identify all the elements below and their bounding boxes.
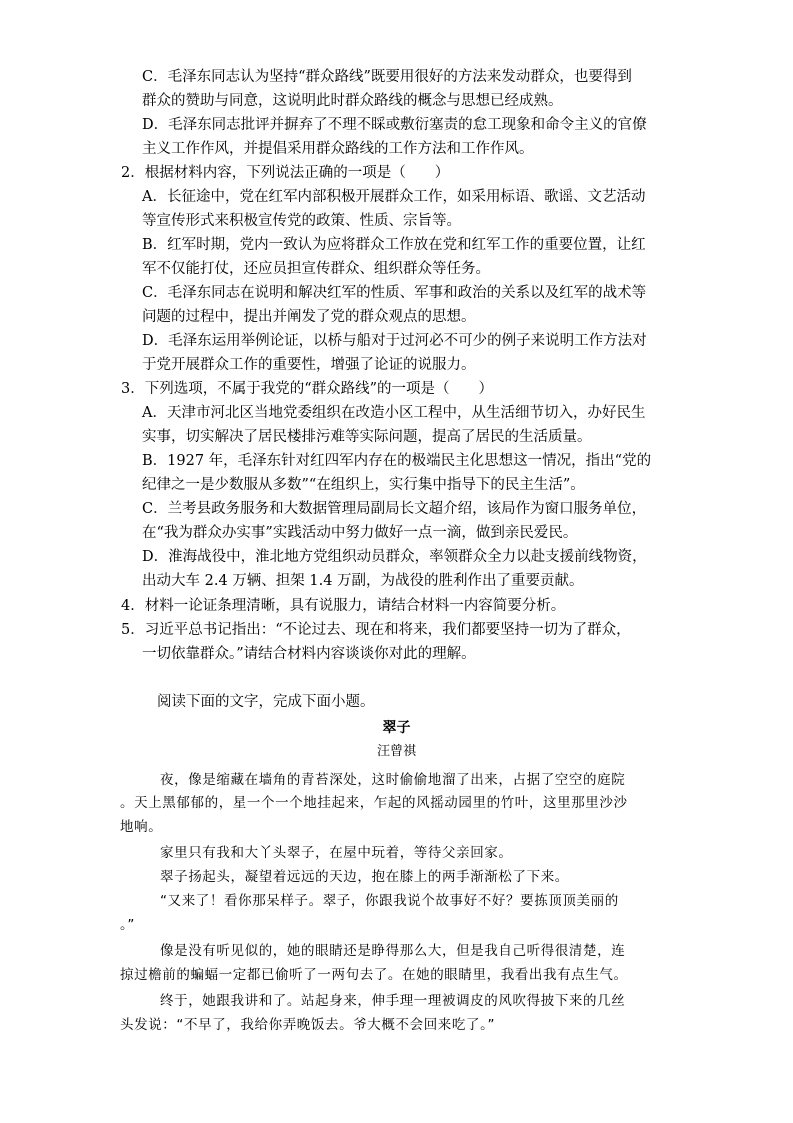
story-title: 翠子 <box>382 720 411 736</box>
q1-option-c-line2: 群众的赞助与同意，这说明此时群众路线的概念与思想已经成熟。 <box>142 93 563 109</box>
q5-stem-line2: 一切依靠群众。”请结合材料内容谈谈你对此的理解。 <box>142 646 476 662</box>
q2-stem: 2．根据材料内容，下列说法正确的一项是（ ） <box>121 165 450 181</box>
q2-option-c-line1: C．毛泽东同志在说明和解决红军的性质、军事和政治的关系以及红军的战术等 <box>142 285 647 301</box>
q2-option-c-line2: 问题的过程中，提出并阐发了党的群众观点的思想。 <box>142 309 476 325</box>
q3-option-b-line1: B．1927 年，毛泽东针对红四军内存在的极端民主化思想这一情况，指出“党的 <box>142 453 652 469</box>
q2-option-b-line1: B．红军时期，党内一致认为应将群众工作放在党和红军工作的重要位置，让红 <box>142 237 646 253</box>
q3-option-d-line2: 出动大车 2.4 万辆、担架 1.4 万副，为战役的胜利作出了重要贡献。 <box>142 573 584 589</box>
q2-option-d-line2: 于党开展群众工作的重要性，增强了论证的说服力。 <box>142 357 476 373</box>
q1-option-d-line2: 主义工作作风，并提倡采用群众路线的工作方法和工作作风。 <box>142 141 534 157</box>
q2-option-b-line2: 军不仅能打仗，还应员担宣传群众、组织群众等任务。 <box>142 261 490 277</box>
q3-option-b-line2: 纪律之一是少数服从多数”“在组织上，实行集中指导下的民主生活”。 <box>142 477 585 493</box>
q5-stem-line1: 5．习近平总书记指出：“不论过去、现在和将来，我们都要坚持一切为了群众， <box>121 622 631 638</box>
reading-instruction: 阅读下面的文字，完成下面小题。 <box>157 694 375 710</box>
q2-option-d-line1: D．毛泽东运用举例论证，以桥与船对于过河必不可少的例子来说明工作方法对 <box>142 333 647 349</box>
story-line: 地响。 <box>120 819 163 835</box>
story-line: 头发说：“不早了，我给你弄晚饭去。爷大概不会回来吃了。” <box>120 1017 496 1033</box>
story-line: 夜，像是缩藏在墙角的青苔深处，这时偷偷地溜了出来，占据了空空的庭院 <box>160 772 626 788</box>
q3-option-c-line2: 在“我为群众办实事”实践活动中努力做好一点一滴，做到亲民爱民。 <box>142 525 578 541</box>
q3-option-a-line2: 实事，切实解决了居民楼排污难等实际问题，提高了居民的生活质量。 <box>142 429 592 445</box>
story-author: 汪曾祺 <box>376 744 416 759</box>
story-line: “又来了！看你那呆样子。翠子，你跟我说个故事好不好？要拣顶顶美丽的 <box>160 893 619 909</box>
q1-option-d-line1: D．毛泽东同志批评并摒弃了不理不睬或敷衍塞责的怠工现象和命令主义的官僚 <box>142 117 647 133</box>
story-line: 。天上黑郁郁的，星一个一个地挂起来，乍起的风摇动园里的竹叶，这里那里沙沙 <box>120 795 628 811</box>
q2-option-a-line2: 等宣传形式来积极宣传党的政策、性质、宗旨等。 <box>142 213 461 229</box>
q3-option-a-line1: A．天津市河北区当地党委组织在改造小区工程中，从生活细节切入，办好民生 <box>142 405 646 421</box>
q1-option-c-line1: C．毛泽东同志认为坚持“群众路线”既要用很好的方法来发动群众，也要得到 <box>142 69 632 85</box>
story-line: 家里只有我和大丫头翠子，在屋中玩着，等待父亲回家。 <box>160 845 513 861</box>
q3-option-c-line1: C．兰考县政务服务和大数据管理局副局长文超介绍，该局作为窗口服务单位， <box>142 501 647 517</box>
q3-option-d-line1: D．淮海战役中，淮北地方党组织动员群众，率领群众全力以赴支援前线物资， <box>142 549 647 565</box>
story-line: 。” <box>120 917 135 933</box>
story-line: 像是没有听见似的，她的眼睛还是睁得那么大，但是我自己听得很清楚，连 <box>160 943 626 959</box>
q2-option-a-line1: A．长征途中，党在红军内部积极开展群众工作，如采用标语、歌谣、文艺活动 <box>142 189 646 205</box>
story-line: 终于，她跟我讲和了。站起身来，伸手理一理被调皮的风吹得披下来的几丝 <box>160 993 626 1009</box>
story-line: 翠子扬起头，凝望着远远的天边，抱在膝上的两手渐渐松了下来。 <box>160 869 569 885</box>
q4-stem: 4．材料一论证条理清晰，具有说服力，请结合材料一内容简要分析。 <box>121 598 566 614</box>
story-line: 掠过檐前的蝙蝠一定都已偷听了一两句去了。在她的眼睛里，我看出我有点生气。 <box>120 967 628 983</box>
q3-stem: 3．下列选项，不属于我党的“群众路线”的一项是（ ） <box>121 381 494 397</box>
